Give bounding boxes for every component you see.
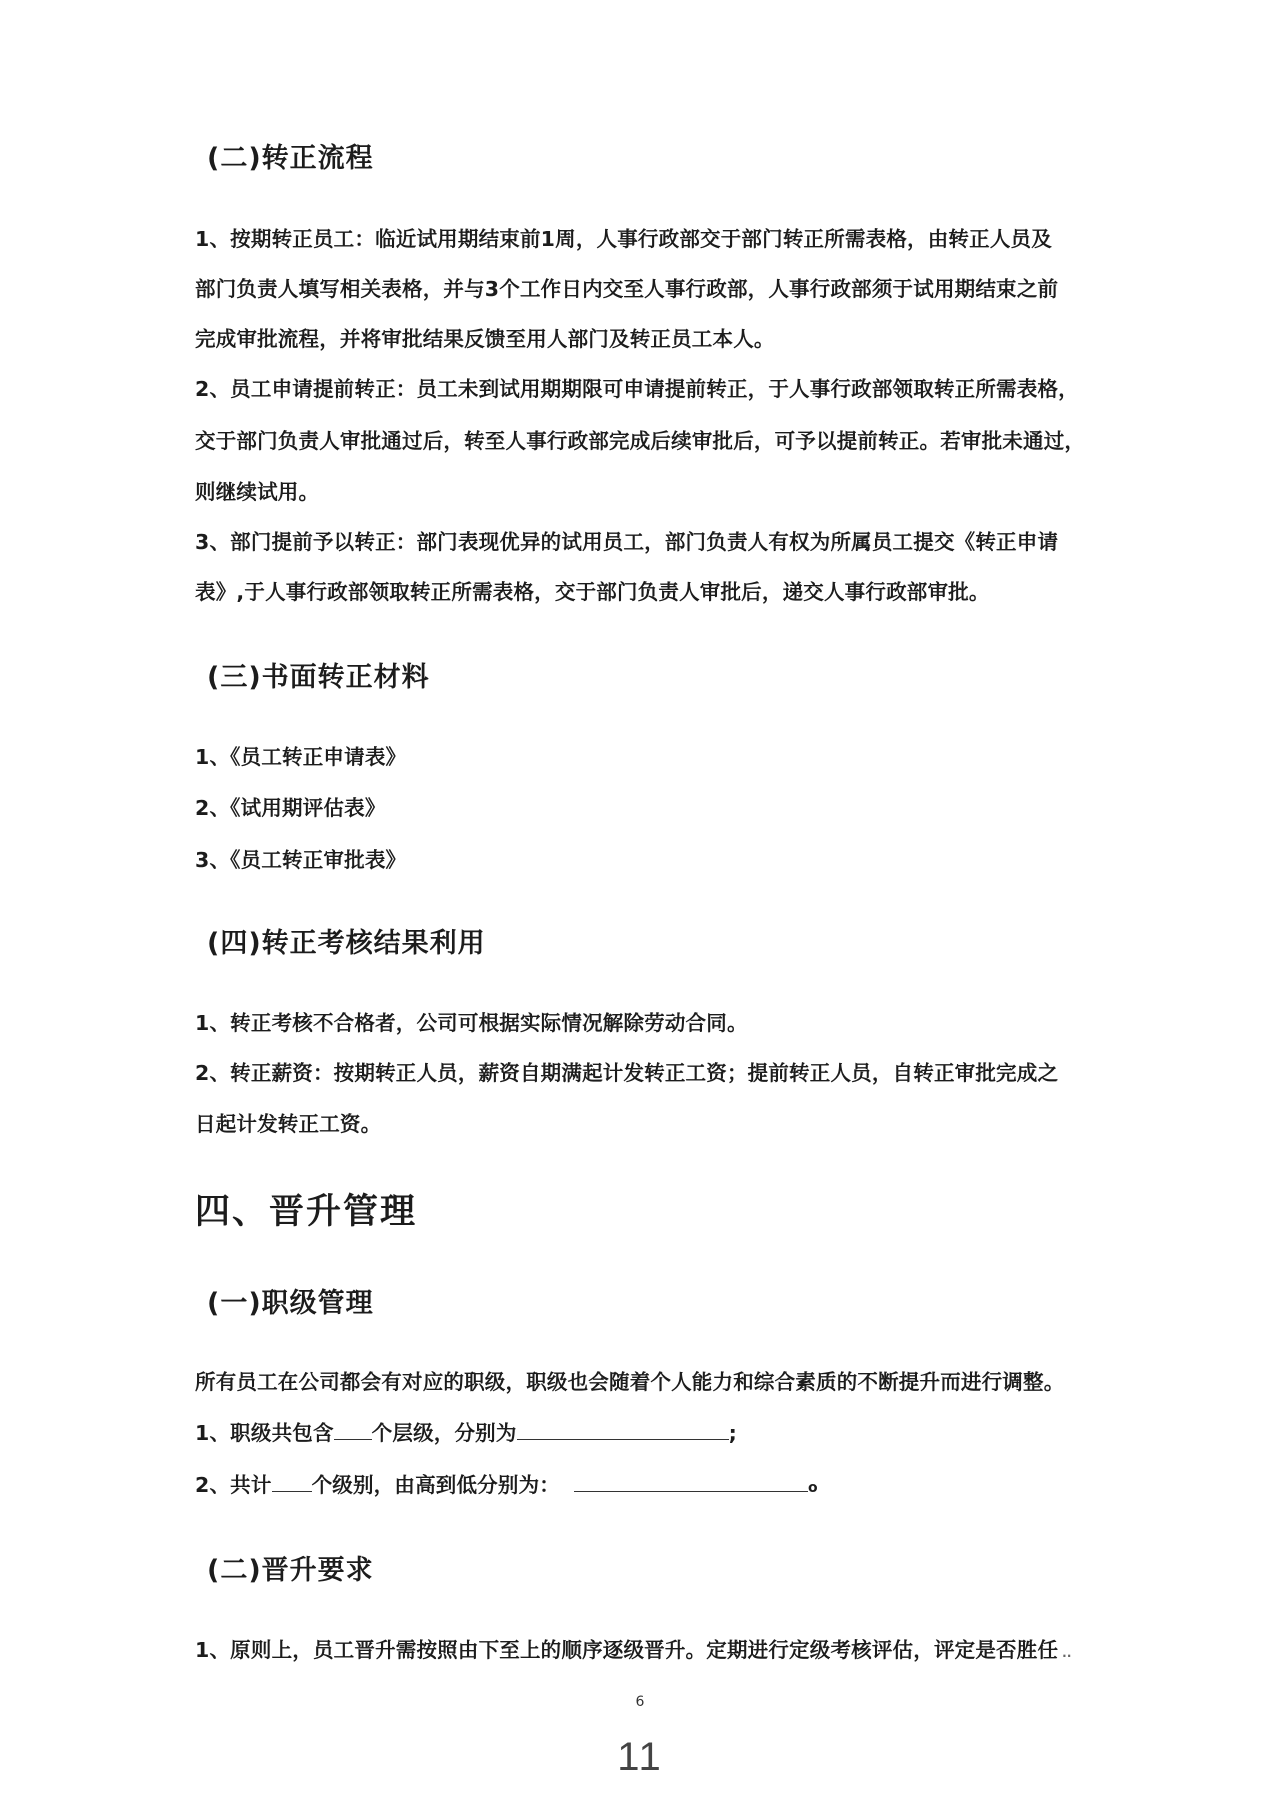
section-heading-rank-management: (一)职级管理: [207, 1288, 374, 1319]
fill-in-line-grades: [195, 1468, 1095, 1498]
paragraph-line: 表》,于人事行政部领取转正所需表格，交于部门负责人审批后，递交人事行政部审批。: [195, 580, 990, 604]
chapter-heading-promotion: 四、晋升管理: [195, 1192, 418, 1232]
list-item: 1、《员工转正申请表》: [195, 745, 407, 769]
blank-grade-count: [272, 1471, 312, 1492]
line-prefix: 2、共计: [195, 1473, 272, 1497]
section-heading-written-materials: (三)书面转正材料: [207, 662, 430, 693]
page-number-small: 6: [635, 1694, 645, 1710]
blank-level-count: [334, 1419, 372, 1440]
section-heading-conversion-process: (二)转正流程: [207, 143, 374, 174]
paragraph-line: 部门负责人填写相关表格，并与3个工作日内交至人事行政部，人事行政部须于试用期结束之前: [195, 277, 1059, 301]
section-heading-result-usage: (四)转正考核结果利用: [207, 928, 486, 959]
line-end: o: [807, 1480, 818, 1496]
blank-level-list: [517, 1419, 729, 1440]
line-end: ;: [728, 1421, 737, 1445]
paragraph-line: 1、按期转正员工：临近试用期结束前1周，人事行政部交于部门转正所需表格，由转正人员及: [195, 227, 1052, 251]
line-mid: 个层级，分别为: [371, 1421, 517, 1445]
paragraph-line: 日起计发转正工资。: [195, 1112, 382, 1136]
paragraph-line: 完成审批流程，并将审批结果反馈至用人部门及转正员工本人。: [195, 327, 775, 351]
fill-in-line-levels: [195, 1416, 1095, 1446]
paragraph-line: [195, 1633, 1095, 1663]
paragraph-line: 2、员工申请提前转正：员工未到试用期期限可申请提前转正，于人事行政部领取转正所需表格，: [195, 377, 1079, 401]
continuation-dots: ..: [1062, 1646, 1072, 1660]
page-number-large: 11: [617, 1735, 663, 1779]
blank-grade-list: [574, 1471, 808, 1492]
paragraph-line: 则继续试用。: [195, 480, 320, 504]
list-item: 2、《试用期评估表》: [195, 796, 386, 820]
paragraph-text: 1、原则上，员工晋升需按照由下至上的顺序逐级晋升。定期进行定级考核评估，评定是否胜任: [195, 1638, 1059, 1662]
section-heading-promotion-requirements: (二)晋升要求: [207, 1555, 374, 1586]
paragraph-line: 3、部门提前予以转正：部门表现优异的试用员工，部门负责人有权为所属员工提交《转正申请: [195, 530, 1059, 554]
paragraph-line: 1、转正考核不合格者，公司可根据实际情况解除劳动合同。: [195, 1011, 748, 1035]
line-mid: 个级别，由高到低分别为：: [311, 1473, 560, 1497]
paragraph-line: 交于部门负责人审批通过后，转至人事行政部完成后续审批后，可予以提前转正。若审批未通过，: [195, 429, 1086, 453]
paragraph-line: 2、转正薪资：按期转正人员，薪资自期满起计发转正工资；提前转正人员，自转正审批完成之: [195, 1061, 1059, 1085]
line-prefix: 1、职级共包含: [195, 1421, 334, 1445]
paragraph-line: 所有员工在公司都会有对应的职级，职级也会随着个人能力和综合素质的不断提升而进行调整。: [195, 1370, 1065, 1394]
list-item: 3、《员工转正审批表》: [195, 848, 407, 872]
